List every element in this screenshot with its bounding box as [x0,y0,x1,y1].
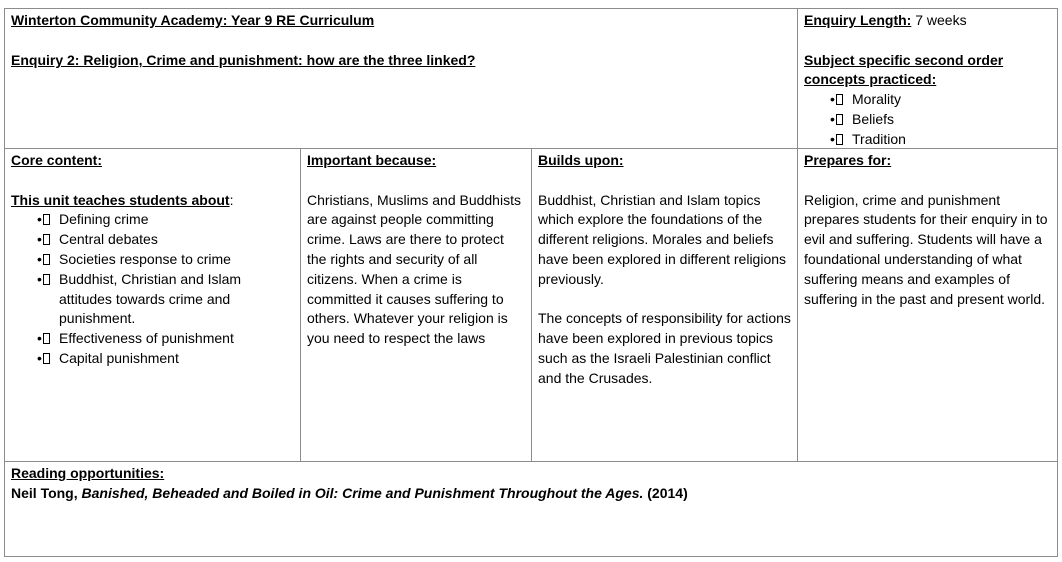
concepts-heading: Subject specific second order concepts practiced: [804,51,1004,88]
builds-paragraph-2: The concepts of responsibility for actions have been explored in previous topics such as the Israeli Palestinian conflict and the Crusades. [538,310,791,386]
reading-citation [11,484,1051,504]
bullet-icon: • [37,230,50,250]
reading-year: (2014) [647,484,688,501]
reading-book-title: Banished, Beheaded and Boiled in Oil: Crime and Punishment Throughout the Ages. [81,484,644,501]
core-list [37,210,294,368]
core-content-cell [4,148,301,462]
important-heading: Important because: [307,152,437,168]
header-title-cell [4,8,798,149]
list-item: • Capital punishment [59,349,294,369]
important-text: Christians, Muslims and Buddhists are against people committing crime. Laws are there to protect the rights and security of all citizens. When a crime is committed it causes suffering to others. Whatever your religion is you need to respect the laws [307,191,521,347]
header-info-cell [797,8,1058,149]
prepares-text: Religion, crime and punishment prepares students for their enquiry in to evil and suffering. Students will have a foundational understanding of what suffering means and examples of suffering in the past and present world. [804,191,1048,307]
builds-heading: Builds upon: [538,152,624,168]
prepares-heading: Prepares for: [804,152,892,168]
bullet-icon: • [830,130,843,149]
core-content-heading: Core content: [11,152,102,168]
enquiry-title: Enquiry 2: Religion, Crime and punishment: how are the three linked? [11,51,476,68]
reading-cell [4,461,1058,557]
bullet-icon: • [37,349,50,369]
core-intro: This unit teaches students about: [11,191,234,208]
enquiry-length-label: Enquiry Length: [804,12,912,28]
builds-upon-cell [531,148,798,462]
bullet-icon: • [830,110,843,130]
list-item: • Buddhist, Christian and Islam attitudes towards crime and punishment. [37,270,242,327]
list-item: • Beliefs [852,110,1051,130]
list-item: • Morality [852,90,1051,110]
bullet-icon: • [37,210,50,230]
list-item: • Effectiveness of punishment [59,329,294,349]
builds-paragraph-1: Buddhist, Christian and Islam topics which explore the foundations of the different religions. Morales and beliefs have been explored in different religions previously. [538,191,787,287]
enquiry-length [804,11,1051,31]
bullet-icon: • [37,329,50,349]
prepares-for-cell [797,148,1058,462]
list-item: • Central debates [59,230,294,250]
bullet-icon: • [830,90,843,110]
enquiry-length-value: 7 weeks [915,12,967,28]
important-because-cell [300,148,532,462]
list-item: • Tradition [852,130,1051,149]
bullet-icon: • [37,270,50,290]
school-title: Winterton Community Academy: Year 9 RE Curriculum [11,12,375,28]
concepts-list [830,90,1051,149]
list-item: • Societies response to crime [59,250,294,270]
reading-author: Neil Tong, [11,484,78,501]
bullet-icon: • [37,250,50,270]
reading-heading: Reading opportunities: [11,465,165,481]
list-item: • Defining crime [59,210,294,230]
